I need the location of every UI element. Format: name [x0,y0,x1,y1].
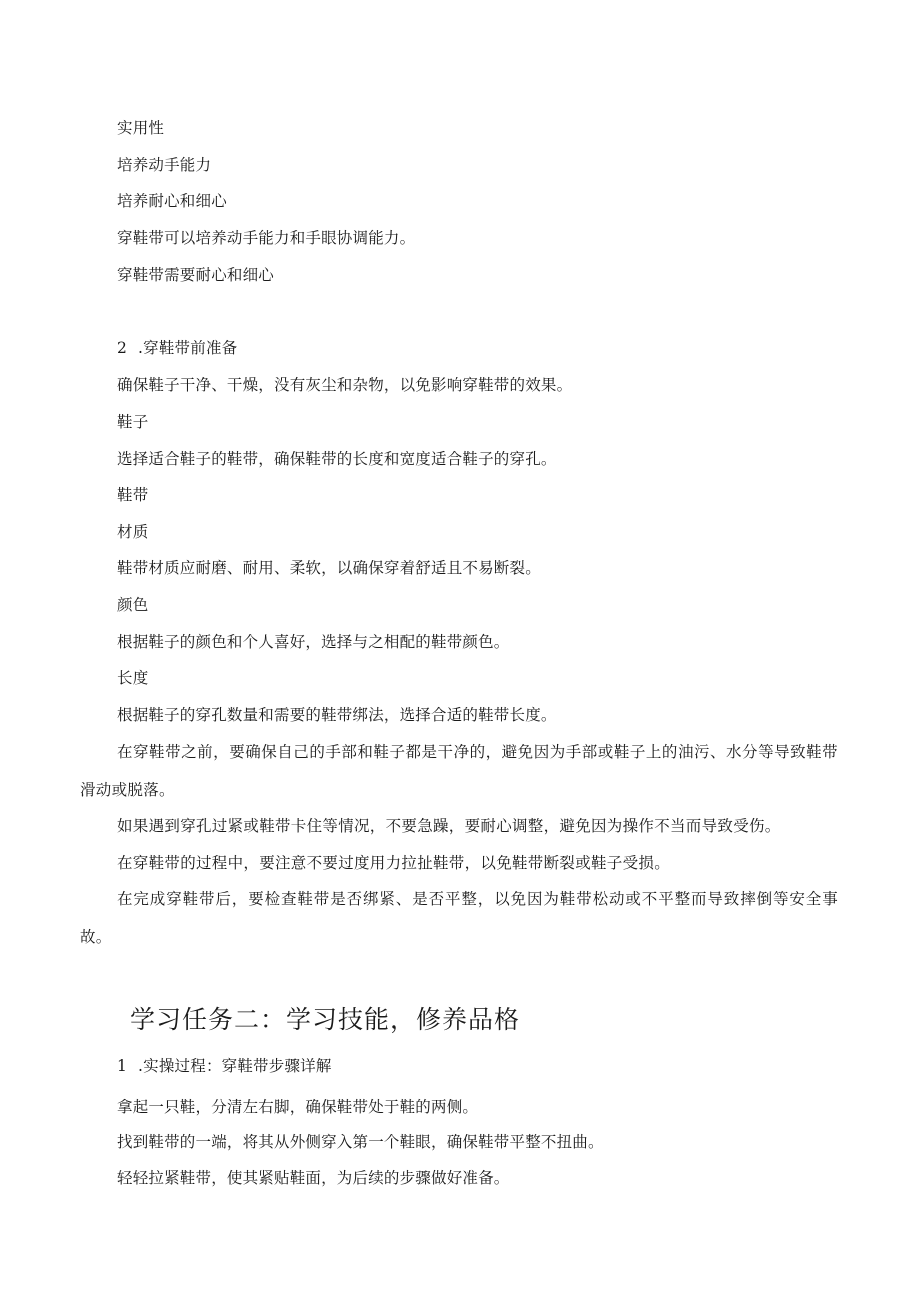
text-line: 穿鞋带可以培养动手能力和手眼协调能力。 [117,229,416,247]
paragraph: 在完成穿鞋带后，要检查鞋带是否绑紧、是否平整，以免因为鞋带松动或不平整而导致摔倒等安全事故。 [80,890,838,946]
text-line: 根据鞋子的颜色和个人喜好，选择与之相配的鞋带颜色。 [117,633,510,651]
text-line: 培养耐心和细心 [117,192,227,210]
text-line: 长度 [117,669,149,687]
text-line: 轻轻拉紧鞋带，使其紧贴鞋面，为后续的步骤做好准备。 [117,1169,510,1187]
text-line: 鞋带 [117,486,149,504]
paragraph: 在穿鞋带的过程中，要注意不要过度用力拉扯鞋带，以免鞋带断裂或鞋子受损。 [117,854,671,872]
text-line: 鞋带材质应耐磨、耐用、柔软，以确保穿着舒适且不易断裂。 [117,559,541,577]
text-line: 根据鞋子的穿孔数量和需要的鞋带绑法，选择合适的鞋带长度。 [117,706,557,724]
text-line: 选择适合鞋子的鞋带，确保鞋带的长度和宽度适合鞋子的穿孔。 [117,450,557,468]
text-line: 找到鞋带的一端，将其从外侧穿入第一个鞋眼，确保鞋带平整不扭曲。 [117,1133,604,1151]
section-heading [117,338,237,358]
subsection-number: 1 [117,1057,133,1075]
task-heading: 学习任务二：学习技能，修养品格 [130,1005,521,1034]
text-line: 实用性 [117,119,165,137]
subsection-heading [117,1056,332,1076]
section-title: .穿鞋带前准备 [138,339,238,357]
text-line: 鞋子 [117,413,149,431]
text-line: 培养动手能力 [117,156,212,174]
text-line: 颜色 [117,596,149,614]
text-line: 穿鞋带需要耐心和细心 [117,266,275,284]
paragraph: 如果遇到穿孔过紧或鞋带卡住等情况，不要急躁，要耐心调整，避免因为操作不当而导致受伤。 [117,817,781,835]
subsection-title: .实操过程：穿鞋带步骤详解 [138,1057,332,1075]
paragraph: 在穿鞋带之前，要确保自己的手部和鞋子都是干净的，避免因为手部或鞋子上的油污、水分等导致鞋带滑动或脱落。 [80,743,838,799]
section-number: 2 [117,339,133,357]
text-line: 材质 [117,523,149,541]
text-line: 拿起一只鞋，分清左右脚，确保鞋带处于鞋的两侧。 [117,1098,479,1116]
text-line: 确保鞋子干净、干燥，没有灰尘和杂物，以免影响穿鞋带的效果。 [117,376,573,394]
